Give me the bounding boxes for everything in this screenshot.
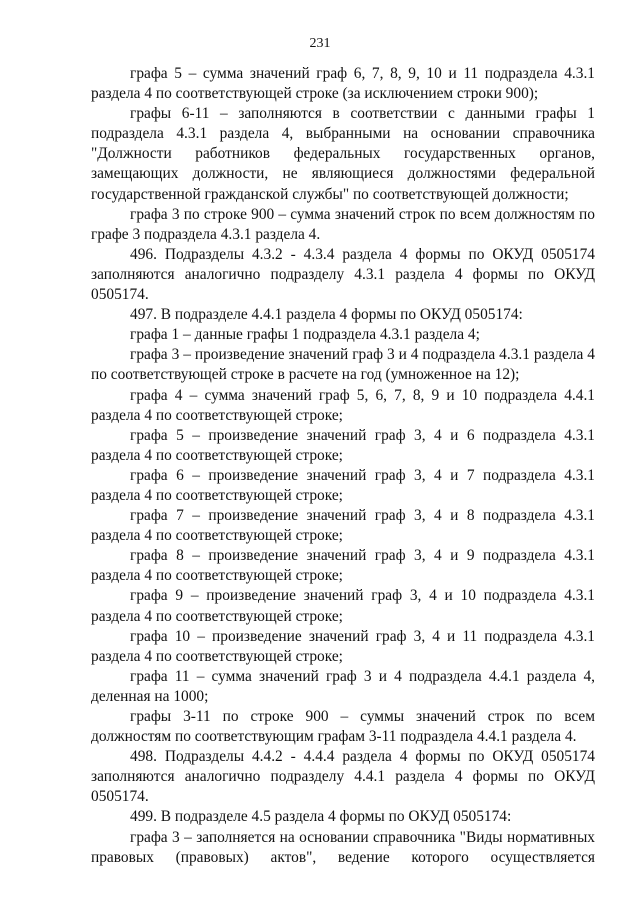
paragraph-499-grafa-3: графа 3 – заполняется на основании справочника "Виды нормативных правовых (правовых) актов", ведение которого осуществляется <box>91 828 595 866</box>
paragraph-497-grafa-4: графа 4 – сумма значений граф 5, 6, 7, 8, 9 и 10 подраздела 4.4.1 раздела 4 по соответствующей строке; <box>91 386 595 424</box>
paragraph-item-498: 498. Подразделы 4.4.2 - 4.4.4 раздела 4 формы по ОКУД 0505174 заполняются аналогично подразделу 4.4.1 раздела 4 формы по ОКУД 0505174. <box>91 748 595 806</box>
paragraph-497-grafa-9: графа 9 – произведение значений граф 3, 4 и 10 подраздела 4.3.1 раздела 4 по соответствующей строке; <box>91 587 595 625</box>
paragraph-497-grafa-7: графа 7 – произведение значений граф 3, 4 и 8 подраздела 4.3.1 раздела 4 по соответствующей строке; <box>91 507 595 545</box>
paragraph-item-496: 496. Подразделы 4.3.2 - 4.3.4 раздела 4 формы по ОКУД 0505174 заполняются аналогично подразделу 4.3.1 раздела 4 формы по ОКУД 0505174. <box>91 245 595 304</box>
paragraph-497-grafy-3-11: графы 3-11 по строке 900 – суммы значений строк по всем должностям по соответствующим графам 3-11 подраздела 4.4.1 раздела 4. <box>91 708 595 746</box>
paragraph-item-499: 499. В подразделе 4.5 раздела 4 формы по ОКУД 0505174: <box>130 808 512 826</box>
paragraph-grafa-5: графа 5 – сумма значений граф 6, 7, 8, 9, 10 и 11 подраздела 4.3.1 раздела 4 по соответствующей строке (за исключением строки 900); <box>91 65 595 103</box>
paragraph-497-grafa-11: графа 11 – сумма значений граф 3 и 4 подраздела 4.4.1 раздела 4, деленная на 1000; <box>91 667 595 705</box>
paragraph-grafa-3-line-900: графа 3 по строке 900 – сумма значений строк по всем должностям по графе 3 подраздела 4.3.1 раздела 4. <box>91 205 595 243</box>
document-body <box>91 64 595 868</box>
paragraph-497-grafa-8: графа 8 – произведение значений граф 3, 4 и 9 подраздела 4.3.1 раздела 4 по соответствующей строке; <box>91 547 595 585</box>
page-number: 231 <box>309 36 331 51</box>
paragraph-497-grafa-10: графа 10 – произведение значений граф 3, 4 и 11 подраздела 4.3.1 раздела 4 по соответствующей строке; <box>91 627 595 665</box>
paragraph-497-grafa-1: графа 1 – данные графы 1 подраздела 4.3.1 раздела 4; <box>130 326 480 344</box>
paragraph-grafy-6-11: графы 6-11 – заполняются в соответствии с данными графы 1 подраздела 4.3.1 раздела 4, выбранными на основании справочника "Должности работников федеральных государственных органов, замещающих должности, не являющиеся должностями федеральной государственной гражданской службы" по соответствующей должности; <box>91 105 595 203</box>
paragraph-item-497: 497. В подразделе 4.4.1 раздела 4 формы по ОКУД 0505174: <box>130 306 523 324</box>
paragraph-497-grafa-3: графа 3 – произведение значений граф 3 и 4 подраздела 4.3.1 раздела 4 по соответствующей строке в расчете на год (умноженное на 12); <box>91 346 595 384</box>
paragraph-497-grafa-5: графа 5 – произведение значений граф 3, 4 и 6 подраздела 4.3.1 раздела 4 по соответствующей строке; <box>91 426 595 464</box>
paragraph-497-grafa-6: графа 6 – произведение значений граф 3, 4 и 7 подраздела 4.3.1 раздела 4 по соответствующей строке; <box>91 466 595 504</box>
